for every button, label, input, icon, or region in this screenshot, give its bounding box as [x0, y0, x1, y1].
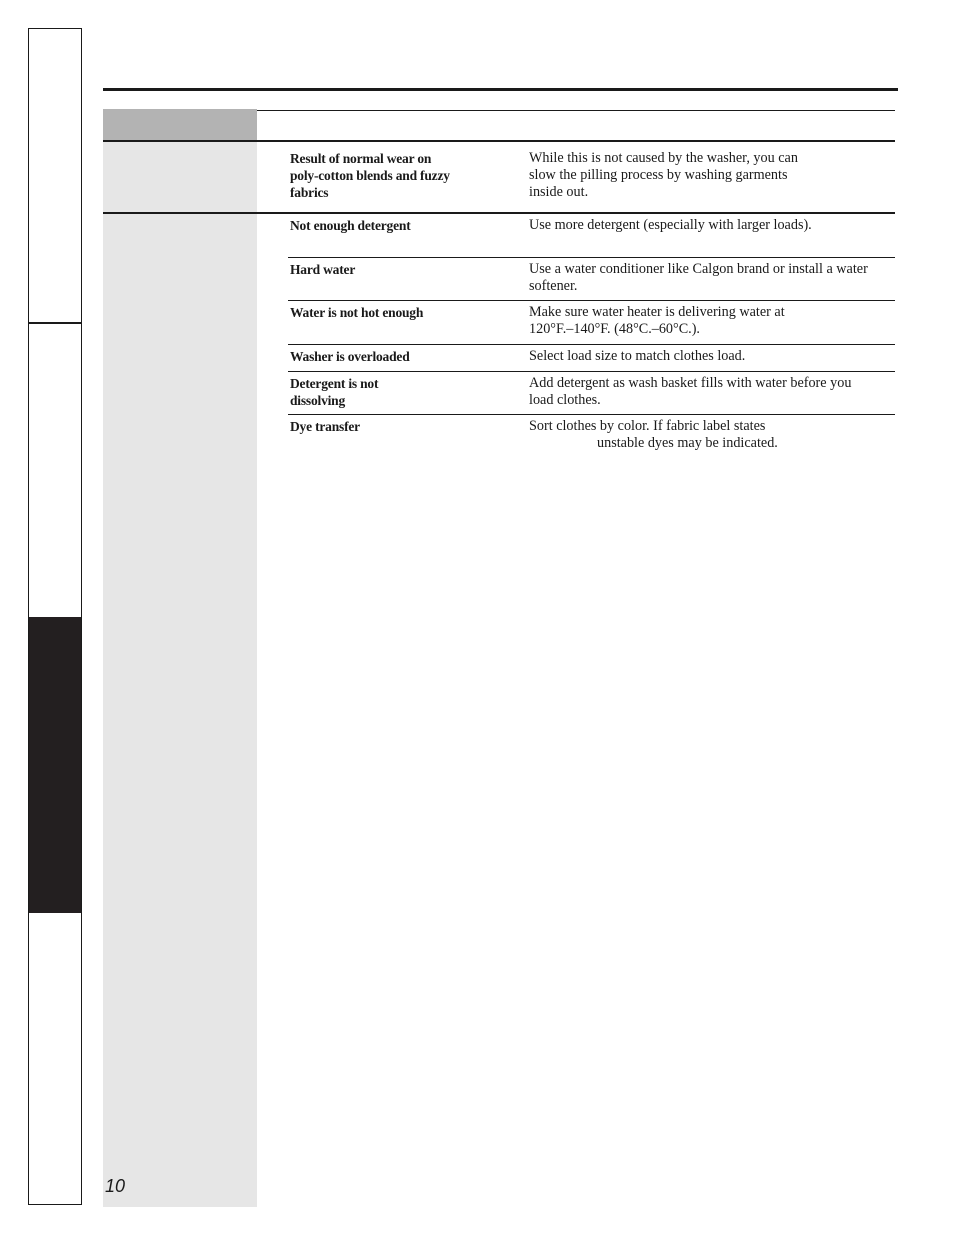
cause-water-not-hot: Water is not hot enough	[290, 305, 424, 320]
row-rule	[288, 300, 895, 301]
tab-divider	[29, 322, 81, 324]
cause-dye-transfer: Dye transfer	[290, 419, 360, 434]
row-rule	[288, 414, 895, 415]
top-rule	[103, 88, 898, 91]
fix-dye-transfer-line-1: Sort clothes by color. If fabric label states	[529, 418, 766, 434]
fix-not-enough-detergent: Use more detergent (especially with larger loads).	[529, 217, 812, 233]
row-rule	[288, 371, 895, 372]
fix-dye-transfer	[529, 418, 879, 452]
active-section-tab	[29, 617, 81, 913]
section-tab-strip	[28, 28, 82, 1205]
row-rule	[103, 212, 895, 214]
fix-pilling: While this is not caused by the washer, you can slow the pilling process by washing garments inside out.	[529, 150, 798, 200]
problem-column-header	[103, 109, 257, 141]
cause-overloaded: Washer is overloaded	[290, 349, 410, 364]
header-bottom-rule	[103, 140, 895, 142]
cause-pilling: Result of normal wear on poly-cotton blends and fuzzy fabrics	[290, 151, 450, 200]
row-rule	[288, 257, 895, 258]
fix-detergent-not-dissolving: Add detergent as wash basket fills with water before you load clothes.	[529, 375, 852, 408]
header-rule	[257, 110, 895, 111]
cause-not-enough-detergent: Not enough detergent	[290, 218, 411, 233]
row-rule	[288, 344, 895, 345]
fix-dye-transfer-line-2: unstable dyes may be indicated.	[597, 435, 778, 451]
problem-column	[103, 109, 257, 1207]
page-number: 10	[105, 1176, 126, 1196]
fix-overloaded: Select load size to match clothes load.	[529, 348, 746, 364]
fix-water-not-hot: Make sure water heater is delivering water at 120°F.–140°F. (48°C.–60°C.).	[529, 304, 785, 337]
cause-hard-water: Hard water	[290, 262, 356, 277]
fix-hard-water: Use a water conditioner like Calgon brand or install a water softener.	[529, 261, 868, 294]
cause-detergent-not-dissolving: Detergent is not dissolving	[290, 376, 379, 408]
